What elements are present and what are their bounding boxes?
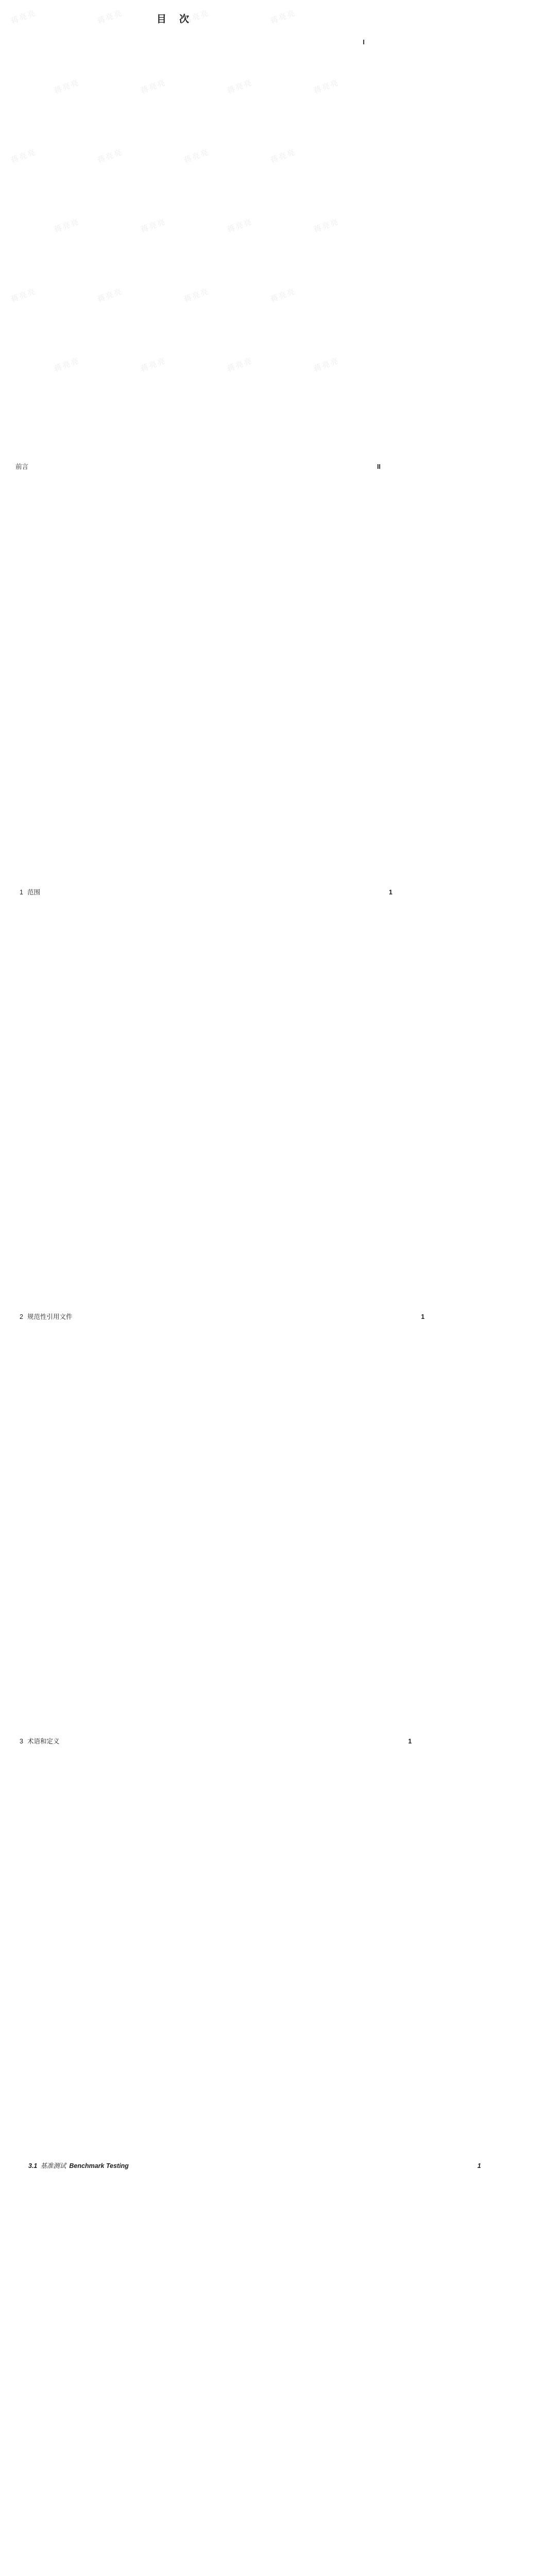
toc-entry-page-number: II [377, 463, 381, 470]
toc-entry [0, 2162, 481, 2576]
toc-entry [0, 889, 392, 1310]
watermark-text: 蒋亮亮 [9, 286, 38, 304]
watermark-text: 蒋亮亮 [96, 147, 124, 165]
watermark-text: 蒋亮亮 [139, 217, 167, 235]
toc-entry-page-number: I [363, 39, 365, 46]
watermark-text: 蒋亮亮 [182, 147, 211, 165]
toc-entry-label [28, 2162, 132, 2170]
toc-entry [0, 1313, 425, 1734]
toc-entry [0, 1738, 412, 2159]
toc-entry-segment: 2 [20, 1313, 23, 1320]
watermark-text: 蒋亮亮 [96, 8, 124, 26]
watermark-text: 蒋亮亮 [269, 147, 297, 165]
toc-list [0, 39, 481, 2576]
watermark-text: 蒋亮亮 [269, 286, 297, 304]
watermark-text: 蒋亮亮 [226, 78, 254, 96]
toc-entry-segment: 3.1 [28, 2162, 38, 2170]
watermark-text: 蒋亮亮 [53, 356, 81, 374]
toc-entry-segment: 前言 [15, 463, 29, 470]
watermark-text: 蒋亮亮 [226, 356, 254, 374]
toc-entry-segment: 3 [20, 1738, 23, 1745]
toc-entry-page-number: 1 [389, 889, 392, 896]
watermark-text: 蒋亮亮 [312, 78, 340, 96]
watermark-text: 蒋亮亮 [269, 8, 297, 26]
toc-entry-segment: Benchmark Testing [69, 2162, 129, 2170]
toc-entry-label [20, 1738, 62, 1745]
watermark-text: 蒋亮亮 [312, 217, 340, 235]
watermark-text: 蒋亮亮 [9, 147, 38, 165]
toc-entry-page-number: 1 [421, 1313, 425, 1320]
toc-entry-page-number: 1 [408, 1738, 412, 1745]
watermark-text: 蒋亮亮 [96, 286, 124, 304]
toc-entry-label [15, 463, 31, 470]
toc-entry [0, 463, 381, 884]
watermark-text: 蒋亮亮 [139, 356, 167, 374]
toc-entry [0, 39, 365, 460]
watermark-text: 蒋亮亮 [182, 286, 211, 304]
watermark-text: 蒋亮亮 [9, 8, 38, 26]
toc-entry-segment: 基准测试 [40, 2162, 66, 2170]
toc-entry-label [20, 889, 43, 896]
watermark-text: 蒋亮亮 [226, 217, 254, 235]
watermark-text: 蒋亮亮 [139, 78, 167, 96]
toc-entry-label [20, 1313, 75, 1320]
toc-entry-segment: 规范性引用文件 [27, 1313, 73, 1320]
watermark-text: 蒋亮亮 [312, 356, 340, 374]
toc-entry-segment: 范围 [27, 889, 40, 896]
toc-entry-page-number: 1 [477, 2162, 481, 2170]
page-title: 目 次 [156, 14, 191, 25]
watermark-text: 蒋亮亮 [53, 217, 81, 235]
watermark-text: 蒋亮亮 [182, 8, 211, 26]
watermark-text: 蒋亮亮 [53, 78, 81, 96]
toc-entry-segment: 1 [20, 889, 23, 896]
toc-entry-segment: 术语和定义 [27, 1738, 60, 1745]
